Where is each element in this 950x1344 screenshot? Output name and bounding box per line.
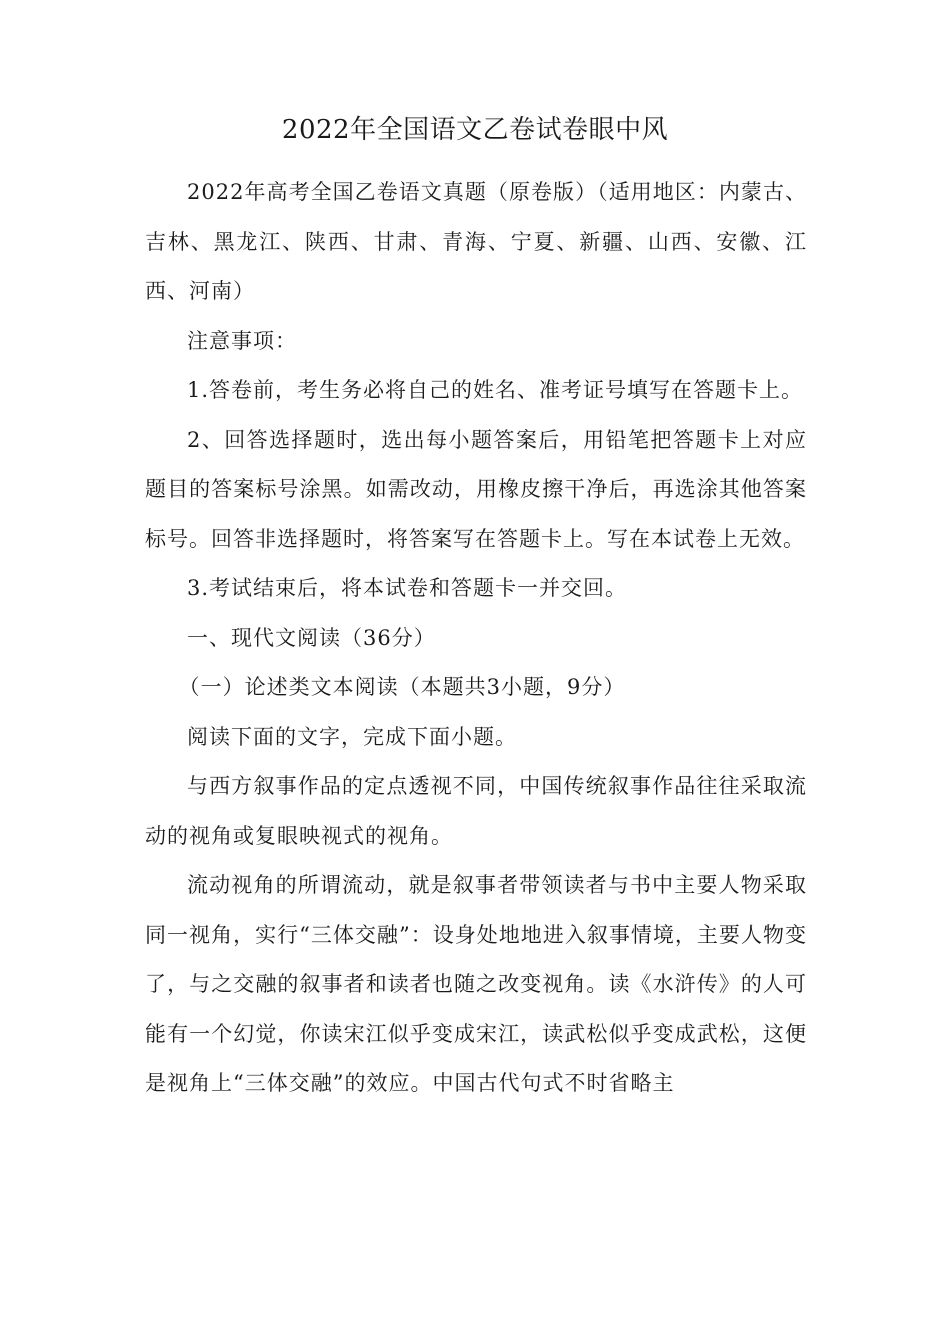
paragraph-passage-2: 流动视角的所谓流动，就是叙事者带领读者与书中主要人物采取同一视角，实行“三体交融”：设身处地地进入叙事情境，主要人物变了，与之交融的叙事者和读者也随之改变视角。读《水浒传》的人可能有一个幻觉，你读宋江似乎变成宋江，读武松似乎变成武松，这便是视角上“三体交融”的效应。中国古代句式不时省略主	[145, 873, 807, 1095]
section-heading: 一、现代文阅读（36分）	[187, 625, 436, 650]
subsection-heading: （一）论述类文本阅读（本题共3小题，9分）	[178, 675, 626, 699]
paragraph-notice-1: 1.答卷前，考生务必将自己的姓名、准考证号填写在答题卡上。	[187, 378, 804, 402]
paragraph-passage-1: 与西方叙事作品的定点透视不同，中国传统叙事作品往往采取流动的视角或复眼映视式的视角。	[145, 774, 807, 848]
paragraph-notice-3: 3.考试结束后，将本试卷和答题卡一并交回。	[187, 576, 628, 600]
paragraph-notice-2: 2、回答选择题时，选出每小题答案后，用铅笔把答题卡上对应题目的答案标号涂黑。如需改动，用橡皮擦干净后，再选涂其他答案标号。回答非选择题时，将答案写在答题卡上。写在本试卷上无效。	[145, 427, 807, 551]
paragraph-intro: 2022年高考全国乙卷语文真题（原卷版）（适用地区：内蒙古、吉林、黑龙江、陕西、甘肃、青海、宁夏、新疆、山西、安徽、江西、河南）	[145, 180, 807, 303]
document-body	[145, 168, 807, 1109]
paragraph-instruction: 阅读下面的文字，完成下面小题。	[187, 724, 517, 749]
document-title: 2022年全国语文乙卷试卷眼中风	[281, 115, 669, 145]
paragraph-notice-heading: 注意事项：	[187, 328, 297, 353]
